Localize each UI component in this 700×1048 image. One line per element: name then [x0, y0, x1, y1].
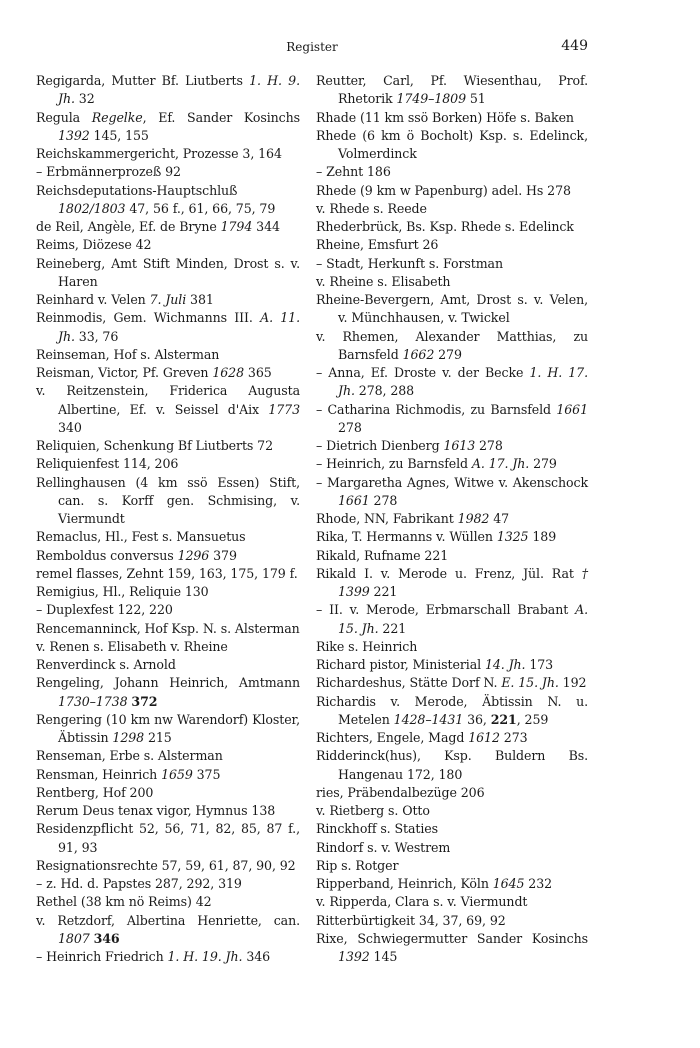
index-entry	[316, 291, 588, 328]
date-text: 1773	[268, 401, 300, 417]
date-text: 1392	[338, 949, 370, 964]
entry-text: 279	[529, 456, 557, 472]
date-text: 1659	[161, 766, 193, 782]
entry-text: 232	[524, 876, 553, 891]
entry-text: Rensman, Heinrich	[36, 766, 162, 782]
date-text: Regelke	[91, 109, 143, 125]
entry-text: 51	[465, 91, 486, 107]
entry-text: 346	[242, 949, 271, 964]
index-entry	[316, 857, 588, 875]
entry-text: 221	[378, 620, 407, 636]
entry-text: Remboldus conversus	[36, 547, 178, 563]
index-entry	[36, 455, 300, 473]
entry-text: Rip s. Rotger	[316, 857, 399, 873]
entry-text: Reinseman, Hof s. Alsterman	[36, 346, 220, 362]
entry-text: Rencemanninck, Hof Ksp. N. s. Alsterman	[36, 620, 300, 636]
index-entry	[36, 528, 300, 546]
index-entry	[316, 930, 588, 967]
index-entry	[36, 218, 300, 236]
entry-text: – Catharina Richmodis, zu Barnsfeld	[316, 401, 557, 417]
index-entry	[36, 766, 300, 784]
entry-text: Rhede (6 km ö Bocholt) Ksp. s. Edelinck, Volmerdinck	[316, 127, 588, 161]
entry-text: Rinckhoff s. Staties	[316, 821, 438, 837]
index-entry	[316, 364, 588, 401]
running-head: Register	[286, 40, 338, 54]
entry-text: Rengeling, Johann Heinrich, Amtmann	[36, 675, 300, 691]
entry-text: Rellinghausen (4 km ssö Essen) Stift, can. s. Korff gen. Schmising, v. Viermundt	[36, 474, 300, 526]
bold-reference: 372	[131, 693, 158, 709]
date-text: 1982	[457, 511, 490, 526]
entry-text: Rindorf s. v. Westrem	[316, 839, 451, 855]
entry-text: v. Rhede s. Reede	[316, 200, 427, 216]
entry-text: – Margaretha Agnes, Witwe v. Akenschock	[316, 474, 588, 490]
date-text: 1661	[556, 401, 588, 417]
date-text: 1392	[58, 127, 90, 143]
entry-text: Regigarda, Mutter Bf. Liutberts	[36, 73, 250, 88]
entry-text: – II. v. Merode, Erbmarschall Brabant	[316, 602, 576, 618]
entry-text: Regula	[36, 109, 92, 125]
index-entry	[36, 163, 300, 181]
entry-text: v. Rheine s. Elisabeth	[316, 273, 451, 289]
date-text: 1662	[402, 346, 435, 362]
index-entry	[36, 583, 300, 601]
entry-text: – Duplexfest 122, 220	[36, 602, 173, 618]
entry-text: 221	[369, 584, 398, 599]
entry-text: – Zehnt 186	[316, 164, 391, 180]
page-number: 449	[561, 38, 588, 54]
index-entry	[316, 747, 588, 784]
index-entry	[36, 674, 300, 711]
index-entry	[316, 784, 588, 802]
entry-text: v. Rietberg s. Otto	[316, 803, 430, 818]
entry-text: 192	[558, 675, 587, 691]
date-text: 1794	[220, 219, 253, 234]
index-entry	[316, 547, 588, 565]
entry-text: 33, 76	[74, 328, 119, 344]
entry-text: Ritterbürtigkeit 34, 37, 69, 92	[316, 912, 506, 928]
index-entry	[36, 656, 300, 674]
date-text: 1749–1809	[396, 91, 466, 107]
entry-text: – Heinrich Friedrich	[36, 949, 168, 964]
entry-text: Richard pistor, Ministerial	[316, 657, 485, 672]
entry-text: 278, 288	[354, 383, 415, 399]
index-entry	[316, 528, 588, 546]
entry-text: Ripperband, Heinrich, Köln	[316, 876, 493, 891]
index-entry	[316, 200, 588, 218]
index-entry	[36, 437, 300, 455]
date-text: 1730–1738	[58, 693, 128, 709]
index-entry	[316, 601, 588, 638]
date-text: A. 17. Jh.	[471, 456, 530, 472]
entry-text: – Dietrich Dienberg	[316, 438, 444, 453]
entry-text: Remaclus, Hl., Fest s. Mansuetus	[36, 529, 246, 545]
date-text: 1. H. 19. Jh.	[167, 949, 243, 964]
index-entry	[36, 893, 300, 911]
entry-text: Resignationsrechte 57, 59, 61, 87, 90, 92	[36, 857, 296, 873]
index-entry	[36, 255, 300, 292]
entry-text: Rerum Deus tenax vigor, Hymnus 138	[36, 803, 276, 818]
entry-text: 278	[338, 419, 362, 435]
index-entry	[36, 875, 300, 893]
entry-text: 32	[74, 91, 95, 107]
index-entry	[36, 364, 300, 382]
entry-text: 47	[489, 511, 510, 526]
entry-text: Reims, Diözese 42	[36, 237, 152, 253]
entry-text: Rixe, Schwiegermutter Sander Kosinchs	[316, 930, 588, 946]
index-entry	[36, 565, 300, 583]
entry-text: 375	[192, 766, 221, 782]
entry-text: 344	[252, 219, 280, 234]
date-text: 1296	[177, 547, 210, 563]
index-entry	[36, 382, 300, 437]
index-entry	[316, 912, 588, 930]
entry-text: Rike s. Heinrich	[316, 638, 418, 654]
index-entry	[36, 820, 300, 857]
index-entry	[36, 145, 300, 163]
entry-text: Ridderinck(hus), Ksp. Buldern Bs. Hangenau 172, 180	[316, 748, 588, 782]
entry-text: 173	[525, 657, 554, 672]
entry-text: Residenzpflicht 52, 56, 71, 82, 85, 87 f., 91, 93	[36, 821, 300, 855]
entry-text: Reutter, Carl, Pf. Wiesenthau, Prof. Rhetorik	[316, 73, 588, 107]
index-entry	[316, 693, 588, 730]
entry-text: 145	[369, 949, 398, 964]
date-text: 1661	[338, 492, 370, 508]
date-text: E. 15. Jh.	[501, 675, 559, 691]
index-entry	[316, 182, 588, 200]
date-text: 1628	[212, 365, 244, 380]
date-text: 1645	[492, 876, 525, 891]
index-entry	[36, 912, 300, 949]
entry-text: Reinmodis, Gem. Wichmanns III.	[36, 310, 261, 326]
index-entry	[316, 674, 588, 692]
date-text: 1325	[496, 529, 529, 545]
entry-text: ries, Präbendalbezüge 206	[316, 784, 485, 800]
index-entry	[316, 163, 588, 181]
entry-text: Rheine, Emsfurt 26	[316, 237, 439, 253]
index-entry	[36, 638, 300, 656]
entry-text: – Erbmännerprozeß 92	[36, 164, 181, 180]
entry-text: – z. Hd. d. Papstes 287, 292, 319	[36, 876, 242, 891]
index-entry	[316, 401, 588, 438]
index-entry	[316, 875, 588, 893]
index-entry	[316, 255, 588, 273]
index-entry	[36, 620, 300, 638]
index-entry	[316, 455, 588, 473]
entry-text: 273	[499, 730, 528, 745]
index-entry	[316, 218, 588, 236]
index-entry	[36, 857, 300, 875]
index-entry	[316, 72, 588, 109]
date-text: † 1399	[338, 565, 588, 599]
entry-text: 145, 155	[89, 127, 149, 143]
entry-text: Reichsdeputations-Hauptschluß	[36, 182, 238, 198]
entry-text: 215	[144, 730, 172, 745]
entry-text: 340	[58, 419, 82, 435]
index-entry	[316, 638, 588, 656]
date-text: A. 11. Jh.	[58, 310, 300, 344]
index-entry	[36, 601, 300, 619]
entry-text: 379	[209, 547, 237, 563]
entry-text: Renseman, Erbe s. Alsterman	[36, 748, 223, 764]
entry-text: Reineberg, Amt Stift Minden, Drost s. v. Haren	[36, 255, 300, 289]
index-entry	[36, 802, 300, 820]
entry-text: 36,	[463, 711, 491, 727]
date-text: 1298	[112, 730, 145, 745]
entry-text: – Stadt, Herkunft s. Forstman	[316, 255, 503, 271]
entry-text: Rikald, Rufname 221	[316, 547, 449, 563]
date-text: 1612	[468, 730, 500, 745]
index-entry	[36, 182, 300, 219]
entry-text: , 259	[516, 711, 549, 727]
date-text: A. 15. Jh.	[338, 602, 588, 636]
index-entry	[316, 109, 588, 127]
entry-text: Rethel (38 km nö Reims) 42	[36, 894, 212, 910]
index-entry	[316, 802, 588, 820]
entry-text: Rika, T. Hermanns v. Wüllen	[316, 529, 497, 545]
date-text: 14. Jh.	[484, 657, 526, 672]
entry-text: Richardeshus, Stätte Dorf N.	[316, 675, 502, 691]
index-column-left	[36, 72, 300, 966]
page-header	[36, 38, 588, 58]
index-entry	[316, 273, 588, 291]
entry-text: Reinhard v. Velen	[36, 292, 150, 307]
index-entry	[316, 127, 588, 164]
index-entry	[316, 437, 588, 455]
entry-text: Rheine-Bevergern, Amt, Drost s. v. Velen, v. Münchhausen, v. Twickel	[316, 292, 588, 326]
entry-text: 278	[369, 492, 398, 508]
entry-text: 47, 56 f., 61, 66, 75, 79	[125, 200, 276, 216]
date-text: 1613	[443, 438, 476, 453]
index-entry	[316, 656, 588, 674]
index-entry	[316, 839, 588, 857]
index-entry	[316, 328, 588, 365]
entry-text: Reliquien, Schenkung Bf Liutberts 72	[36, 438, 274, 453]
date-text: 7. Juli	[149, 292, 187, 307]
index-entry	[36, 72, 300, 109]
entry-text: v. Ripperda, Clara s. v. Viermundt	[316, 894, 528, 910]
bold-reference: 346	[93, 930, 120, 946]
entry-text: Reisman, Victor, Pf. Greven	[36, 365, 213, 380]
entry-text: Rhederbrück, Bs. Ksp. Rhede s. Edelinck	[316, 219, 574, 234]
date-text: 1802/1803	[58, 200, 126, 216]
index-entry	[316, 236, 588, 254]
entry-text: 279	[434, 346, 462, 362]
entry-text: v. Rhemen, Alexander Matthias, zu Barnsfeld	[316, 328, 588, 362]
entry-text: Rhade (11 km ssö Borken) Höfe s. Baken	[316, 109, 574, 125]
entry-text: Rentberg, Hof 200	[36, 784, 154, 800]
index-entry	[36, 474, 300, 529]
entry-text: Remigius, Hl., Reliquie 130	[36, 584, 209, 599]
bold-reference: 221	[490, 711, 517, 727]
entry-text: Rengering (10 km nw Warendorf) Kloster, Äbtissin	[36, 711, 300, 745]
index-entry	[36, 109, 300, 146]
index-entry	[36, 236, 300, 254]
entry-text: 278	[475, 438, 503, 453]
entry-text: – Heinrich, zu Barnsfeld	[316, 456, 472, 472]
index-entry	[36, 711, 300, 748]
date-text: 1. H. 9. Jh.	[58, 73, 300, 107]
index-entry	[36, 346, 300, 364]
entry-text: de Reil, Angèle, Ef. de Bryne	[36, 219, 221, 234]
entry-text: Rhede (9 km w Papenburg) adel. Hs 278	[316, 182, 571, 198]
entry-text: Rikald I. v. Merode u. Frenz, Jül. Rat	[316, 565, 582, 581]
entry-text: Reichskammergericht, Prozesse 3, 164	[36, 146, 282, 161]
entry-text: Richters, Engele, Magd	[316, 730, 469, 745]
entry-text: remel flasses, Zehnt 159, 163, 175, 179 f.	[36, 565, 298, 581]
entry-text: v. Reitzenstein, Friderica Augusta Albertine, Ef. v. Seissel d'Aix	[36, 383, 300, 417]
index-entry	[316, 820, 588, 838]
entry-text: – Anna, Ef. Droste v. der Becke	[316, 365, 530, 380]
date-text: 1428–1431	[393, 711, 464, 727]
entry-text: Reliquienfest 114, 206	[36, 456, 179, 472]
index-entry	[36, 948, 300, 966]
index-entry	[316, 565, 588, 602]
entry-text: 365	[244, 365, 272, 380]
index-entry	[316, 510, 588, 528]
date-text: 1807	[58, 930, 90, 946]
entry-text: 381	[186, 292, 214, 307]
index-entry	[36, 547, 300, 565]
index-entry	[316, 893, 588, 911]
index-entry	[316, 729, 588, 747]
entry-text: v. Renen s. Elisabeth v. Rheine	[36, 638, 228, 654]
index-entry	[36, 784, 300, 802]
entry-text: v. Retzdorf, Albertina Henriette, can.	[36, 912, 300, 928]
index-column-right	[316, 72, 588, 966]
index-entry	[36, 291, 300, 309]
index-entry	[36, 309, 300, 346]
date-text: 1. H. 17. Jh.	[338, 365, 588, 399]
entry-text: Richardis v. Merode, Äbtissin N. u. Metelen	[316, 693, 588, 727]
index-entry	[36, 747, 300, 765]
index-entry	[316, 474, 588, 511]
entry-text: Rhode, NN, Fabrikant	[316, 511, 458, 526]
entry-text: , Ef. Sander Kosinchs	[142, 109, 300, 125]
entry-text: 189	[528, 529, 557, 545]
entry-text: Renverdinck s. Arnold	[36, 657, 176, 672]
